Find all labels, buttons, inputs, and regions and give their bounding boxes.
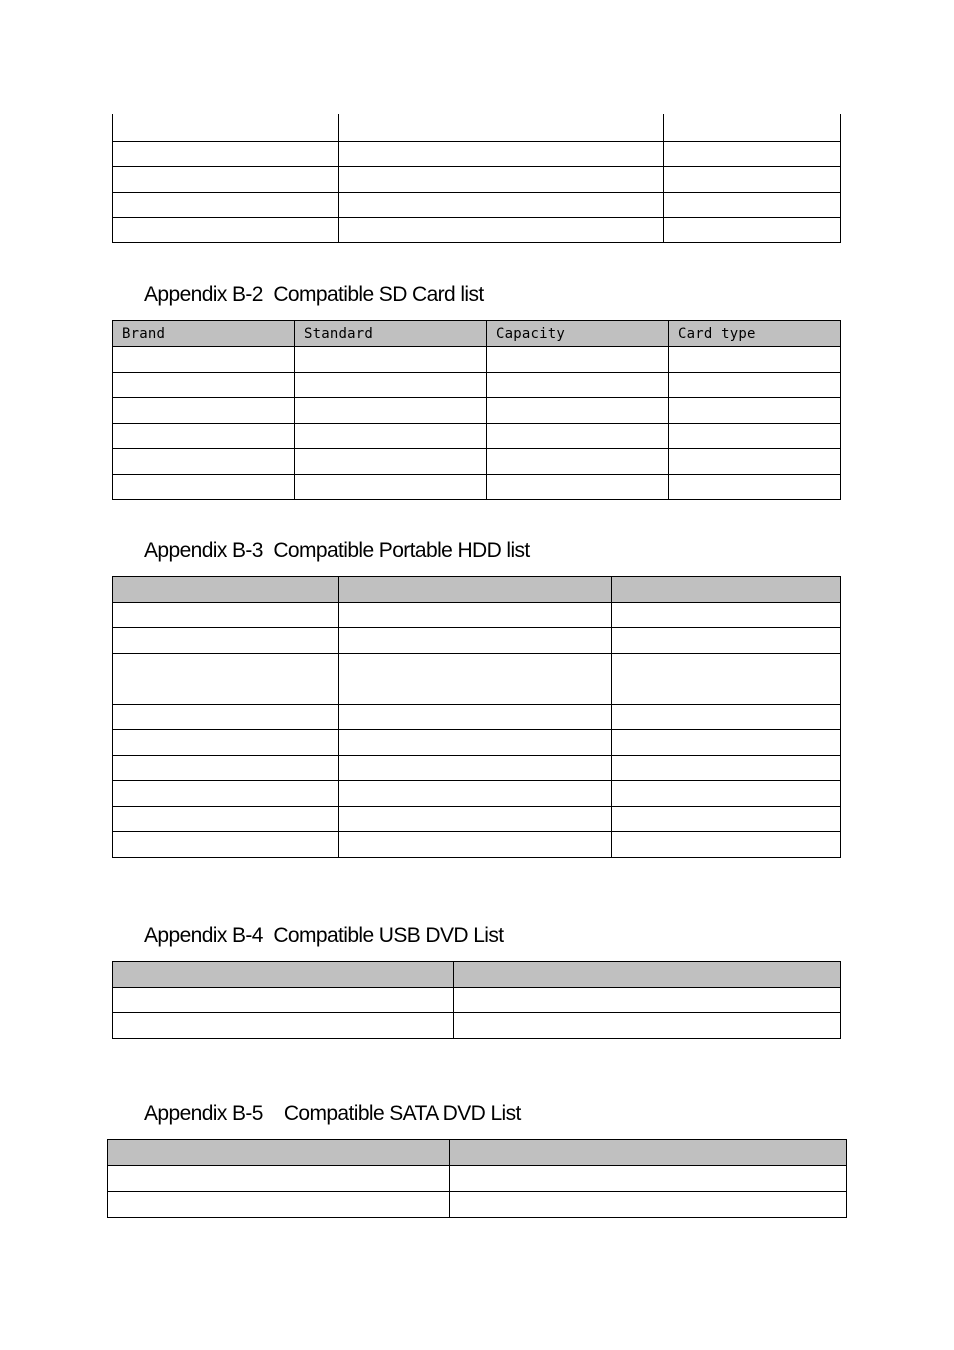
table-cell: [339, 781, 612, 807]
table-cell: [664, 192, 841, 217]
table-header-row: [113, 321, 841, 347]
table-cell: [612, 730, 841, 756]
appendix-b5-sata-dvd-table: [107, 1139, 847, 1218]
table-cell: [113, 424, 295, 449]
table-cell: [450, 1192, 847, 1218]
appendix-b3-portable-hdd-table: [112, 576, 841, 858]
table-cell: [113, 832, 339, 858]
table-row: [113, 756, 841, 781]
table-cell: [612, 628, 841, 654]
table-cell: [113, 475, 295, 500]
table-cell: [669, 398, 841, 424]
table-row: [108, 1192, 847, 1218]
table-cell: [113, 217, 339, 242]
table-cell: [669, 449, 841, 475]
table-cell: [113, 347, 295, 373]
table-cell: [487, 449, 669, 475]
appendix-b2-title: Appendix B-2 Compatible SD Card list: [144, 283, 484, 306]
table-cell: [113, 603, 339, 628]
table-cell: [339, 603, 612, 628]
table-cell: [295, 449, 487, 475]
table-cell: [113, 705, 339, 730]
appendix-b2-sd-card-table: [112, 320, 841, 500]
table-row: [113, 398, 841, 424]
column-header-capacity: Capacity: [487, 321, 669, 347]
column-header: [113, 962, 454, 988]
table-cell: [339, 654, 612, 705]
table-cell: [108, 1166, 450, 1192]
table-cell: [295, 373, 487, 398]
table-row: [113, 730, 841, 756]
table-header-row: [113, 577, 841, 603]
table-row: [113, 628, 841, 654]
table-cell: [339, 166, 664, 192]
table-cell: [339, 141, 664, 166]
table-cell: [339, 807, 612, 832]
column-header: [450, 1140, 847, 1166]
table-cell: [612, 807, 841, 832]
table-cell: [295, 347, 487, 373]
table-row: [113, 114, 841, 141]
table-row: [113, 166, 841, 192]
column-header: [612, 577, 841, 603]
table-cell: [487, 373, 669, 398]
table-cell: [113, 756, 339, 781]
table-row: [113, 832, 841, 858]
table-cell: [664, 114, 841, 141]
table-cell: [487, 398, 669, 424]
table-cell: [113, 192, 339, 217]
table-cell: [113, 141, 339, 166]
table-cell: [669, 347, 841, 373]
table-cell: [339, 114, 664, 141]
table-cell: [113, 807, 339, 832]
table-row: [113, 217, 841, 242]
table-cell: [612, 781, 841, 807]
table-row: [113, 347, 841, 373]
table-row: [113, 603, 841, 628]
table-cell: [113, 730, 339, 756]
table-row: [113, 705, 841, 730]
table-cell: [612, 705, 841, 730]
table-cell: [113, 398, 295, 424]
table-row: [113, 373, 841, 398]
appendix-b3-title: Appendix B-3 Compatible Portable HDD list: [144, 539, 530, 562]
column-header-brand: Brand: [113, 321, 295, 347]
table-row: [113, 449, 841, 475]
table-row: [113, 654, 841, 705]
appendix-b4-usb-dvd-table: [112, 961, 841, 1039]
table-row: [113, 807, 841, 832]
table-cell: [664, 166, 841, 192]
table-cell: [113, 781, 339, 807]
column-header-standard: Standard: [295, 321, 487, 347]
table-cell: [669, 373, 841, 398]
table-cell: [664, 217, 841, 242]
column-header: [108, 1140, 450, 1166]
table-header-row: [113, 962, 841, 988]
column-header: [454, 962, 841, 988]
table-cell: [113, 449, 295, 475]
column-header-card-type: Card type: [669, 321, 841, 347]
table-cell: [113, 166, 339, 192]
table-row: [108, 1166, 847, 1192]
table-cell: [339, 705, 612, 730]
table-row: [113, 475, 841, 500]
table-row: [113, 424, 841, 449]
table-cell: [664, 141, 841, 166]
table-cell: [339, 217, 664, 242]
table-cell: [113, 1013, 454, 1039]
table-cell: [339, 192, 664, 217]
table-row: [113, 192, 841, 217]
table-cell: [612, 756, 841, 781]
table-cell: [113, 114, 339, 141]
table-cell: [612, 603, 841, 628]
table-cell: [113, 373, 295, 398]
table-cell: [487, 475, 669, 500]
table-cell: [454, 1013, 841, 1039]
table-cell: [108, 1192, 450, 1218]
table-cell: [669, 424, 841, 449]
table-cell: [339, 832, 612, 858]
table-cell: [339, 756, 612, 781]
table-cell: [113, 654, 339, 705]
table-cell: [450, 1166, 847, 1192]
table-row: [113, 988, 841, 1013]
column-header: [339, 577, 612, 603]
appendix-b4-title: Appendix B-4 Compatible USB DVD List: [144, 924, 504, 947]
table-row: [113, 141, 841, 166]
table-cell: [612, 654, 841, 705]
table-cell: [487, 347, 669, 373]
table-cell: [295, 398, 487, 424]
table-header-row: [108, 1140, 847, 1166]
table-cell: [339, 730, 612, 756]
table-cell: [454, 988, 841, 1013]
table-cell: [669, 475, 841, 500]
table-row: [113, 1013, 841, 1039]
table-cell: [113, 628, 339, 654]
table-cell: [295, 424, 487, 449]
table-cell: [113, 988, 454, 1013]
table-cell: [612, 832, 841, 858]
table-cell: [487, 424, 669, 449]
table-cell: [295, 475, 487, 500]
table-cell: [339, 628, 612, 654]
appendix-b5-title: Appendix B-5 Compatible SATA DVD List: [144, 1102, 521, 1125]
appendix-b1-table-continued: [112, 114, 841, 243]
table-row: [113, 781, 841, 807]
column-header: [113, 577, 339, 603]
